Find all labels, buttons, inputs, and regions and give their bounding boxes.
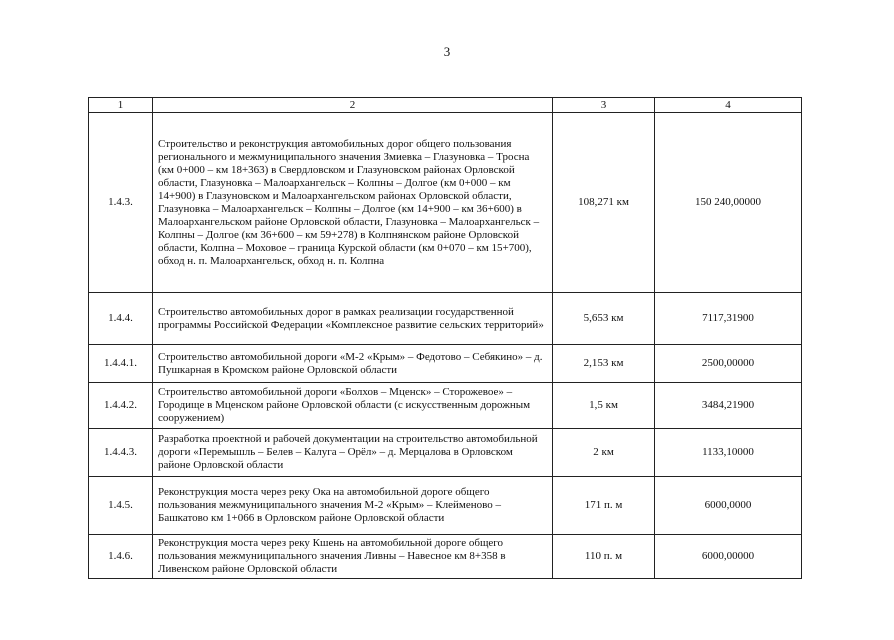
table-row — [89, 293, 802, 345]
row-cost: 7117,31900 — [655, 293, 802, 345]
row-cost: 6000,00000 — [655, 535, 802, 579]
row-cost: 6000,0000 — [655, 477, 802, 535]
row-length: 171 п. м — [553, 477, 655, 535]
column-header-3: 3 — [553, 98, 655, 113]
page-number: 3 — [443, 44, 451, 59]
column-header-4: 4 — [655, 98, 802, 113]
table-header-row — [89, 98, 802, 113]
row-cost: 3484,21900 — [655, 383, 802, 429]
row-number: 1.4.4. — [89, 293, 153, 345]
row-cost: 150 240,00000 — [655, 113, 802, 293]
table-row — [89, 113, 802, 293]
row-length: 2 км — [553, 429, 655, 477]
column-header-1: 1 — [89, 98, 153, 113]
row-number: 1.4.4.2. — [89, 383, 153, 429]
row-description: Реконструкция моста через реку Ока на автомобильной дороге общего пользования межмуниципального значения М-2 «Крым» – Клейменово – Башкатово км 1+066 в Орловском районе Орловской области — [153, 477, 553, 535]
row-number: 1.4.4.1. — [89, 345, 153, 383]
table-row — [89, 345, 802, 383]
row-number: 1.4.3. — [89, 113, 153, 293]
column-header-2: 2 — [153, 98, 553, 113]
row-number: 1.4.4.3. — [89, 429, 153, 477]
row-description: Реконструкция моста через реку Кшень на автомобильной дороге общего пользования межмуниципального значения Ливны – Навесное км 8+358 в Ливенском районе Орловской области — [153, 535, 553, 579]
row-length: 2,153 км — [553, 345, 655, 383]
row-number: 1.4.5. — [89, 477, 153, 535]
row-length: 1,5 км — [553, 383, 655, 429]
row-description: Разработка проектной и рабочей документации на строительство автомобильной дороги «Перемышль – Белев – Калуга – Орёл» – д. Мерцалова в Орловском районе Орловской области — [153, 429, 553, 477]
row-description: Строительство и реконструкция автомобильных дорог общего пользования регионального и межмуниципального значения Змиевка – Глазуновка – Тросна (км 0+000 – км 18+363) в Свердловском и Глазуновском районах Орловской области, Глазуновка – Малоархангельск – Колпны – Долгое (км 0+000 – км 14+900) в Глазуновском и Малоархангельском районах Орловской области, Глазуновка – Малоархангельск – Колпны – Долгое (км 14+900 – км 36+600) в Малоархангельском районе Орловской области, Глазуновка – Малоархангельск – Колпны – Долгое (км 36+600 – км 59+278) в Колпнянском районе Орловской области, Колпна – Моховое – граница Курской области (км 0+070 – км 15+700), обход н. п. Малоархангельск, обход н. п. Колпна — [153, 113, 553, 293]
row-cost: 1133,10000 — [655, 429, 802, 477]
row-length: 108,271 км — [553, 113, 655, 293]
table-row — [89, 429, 802, 477]
table-row — [89, 383, 802, 429]
row-description: Строительство автомобильной дороги «Болхов – Мценск» – Сторожевое» – Городище в Мценском районе Орловской области (с искусственным дорожным сооружением) — [153, 383, 553, 429]
row-description: Строительство автомобильной дороги «М-2 «Крым» – Федотово – Себякино» – д. Пушкарная в Кромском районе Орловской области — [153, 345, 553, 383]
row-number: 1.4.6. — [89, 535, 153, 579]
row-cost: 2500,00000 — [655, 345, 802, 383]
program-table — [88, 97, 802, 579]
row-description: Строительство автомобильных дорог в рамках реализации государственной программы Российской Федерации «Комплексное развитие сельских территорий» — [153, 293, 553, 345]
row-length: 110 п. м — [553, 535, 655, 579]
row-length: 5,653 км — [553, 293, 655, 345]
table-row — [89, 535, 802, 579]
table-row — [89, 477, 802, 535]
